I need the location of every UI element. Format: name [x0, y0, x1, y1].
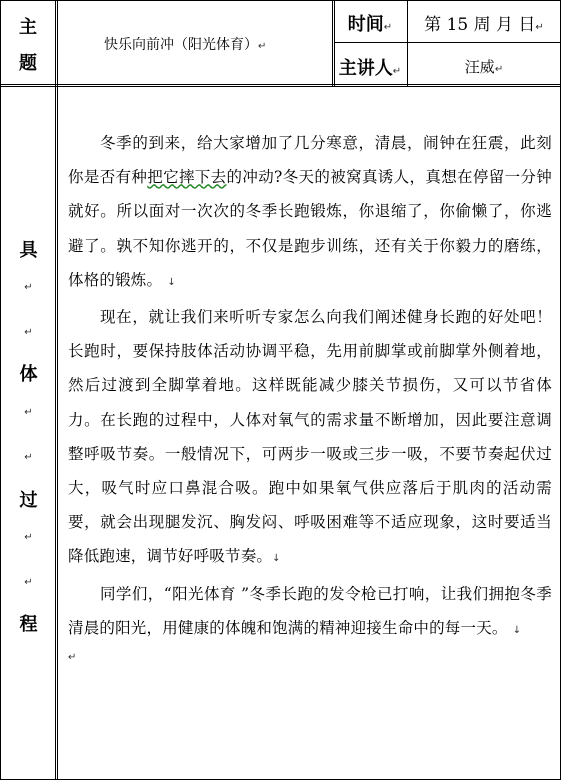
- paragraph-2: [68, 300, 552, 577]
- side-char-ti: 体: [19, 364, 38, 385]
- subject-value: [104, 34, 334, 54]
- subject-label: [0, 10, 56, 82]
- content-body: [68, 126, 552, 668]
- paragraph-1-part-a: 冬季的到来，给大家增加了几分寒意，清晨，闹钟在狂震，此刻你是否有种: [68, 134, 552, 187]
- time-value: [408, 10, 560, 35]
- time-value-text: 第 15 周 月 日: [424, 15, 536, 35]
- time-label: [334, 10, 406, 36]
- side-char-guo: 过: [19, 490, 38, 511]
- table-top-border: [0, 0, 560, 1]
- return-mark-icon: ↵: [392, 66, 402, 77]
- header-mid-border: [334, 42, 560, 43]
- return-mark-icon: ↵: [383, 22, 393, 33]
- return-mark-icon: ↵: [68, 652, 77, 664]
- paragraph-1-part-b: 的冲动?冬天的被窝真诱人，真想在停留一分钟就好。所以面对一次次的冬季长跑锻炼，你退缩了，你偷懒了，你逃避了。孰不知你逃开的，不仅是跑步训练，还有关于你毅力的磨练，体格的锻炼。: [68, 168, 552, 289]
- return-mark-icon: ↓: [272, 553, 281, 565]
- time-label-text: 时间: [347, 14, 384, 35]
- table-right-border: [560, 0, 561, 780]
- paragraph-3: [68, 577, 552, 648]
- table-bottom-border: [0, 779, 560, 780]
- table-left-border: [0, 0, 1, 780]
- speaker-value-text: 汪威: [464, 58, 495, 76]
- return-mark-icon: ↵: [24, 577, 33, 588]
- side-char-ju: 具: [19, 240, 38, 261]
- return-mark-icon: ↵: [24, 282, 33, 293]
- paragraph-2-text: 现在，就让我们来听听专家怎么向我们阐述健身长跑的好处吧！长跑时，要保持肢体活动协调平稳，先用前脚掌或前脚掌外侧着地，然后过渡到全脚掌着地。这样既能减少膝关节损伤，又可以节省体力。在长跑的过程中，人体对氧气的需求量不断增加，因此要注意调整呼吸节奏。一般情况下，可两步一吸或三步一吸，不要节奏起伏过大，吸气时应口鼻混合吸。跑中如果氧气供应落后于肌肉的活动需要，就会出现腿发沉、胸发闷、呼吸困难等不适应现象，这时要适当降低跑速，调节好呼吸节奏。: [68, 308, 552, 566]
- return-mark-icon: ↓: [512, 624, 522, 636]
- return-mark-icon: ↵: [24, 532, 33, 543]
- subject-label-char-2: 题: [19, 53, 37, 74]
- return-mark-icon: ↵: [258, 41, 267, 52]
- paragraph-1-underlined: 把它摔下去: [147, 168, 227, 187]
- side-char-cheng: 程: [19, 614, 38, 635]
- return-mark-icon: ↵: [494, 64, 504, 75]
- return-mark-icon: ↵: [535, 22, 544, 33]
- side-column-border: [55, 0, 58, 780]
- header-bottom-border: [0, 84, 560, 87]
- subject-label-char-1: 主: [19, 17, 37, 38]
- speaker-label: [334, 54, 406, 80]
- speaker-label-text: 主讲人: [338, 58, 393, 79]
- return-mark-icon: ↵: [24, 452, 33, 463]
- subject-value-text: 快乐向前冲（阳光体育）: [104, 37, 258, 53]
- return-mark-icon: ↓: [167, 276, 176, 288]
- return-mark-icon: ↵: [24, 407, 33, 418]
- return-mark-icon: ↵: [24, 327, 33, 338]
- paragraph-1: [68, 126, 552, 300]
- speaker-value: [408, 56, 560, 77]
- paragraph-3-text: 同学们，“阳光体育 ”冬季长跑的发令枪已打响，让我们拥抱冬季清晨的阳光，用健康的体魄和饱满的精神迎接生命中的每一天。: [68, 584, 552, 637]
